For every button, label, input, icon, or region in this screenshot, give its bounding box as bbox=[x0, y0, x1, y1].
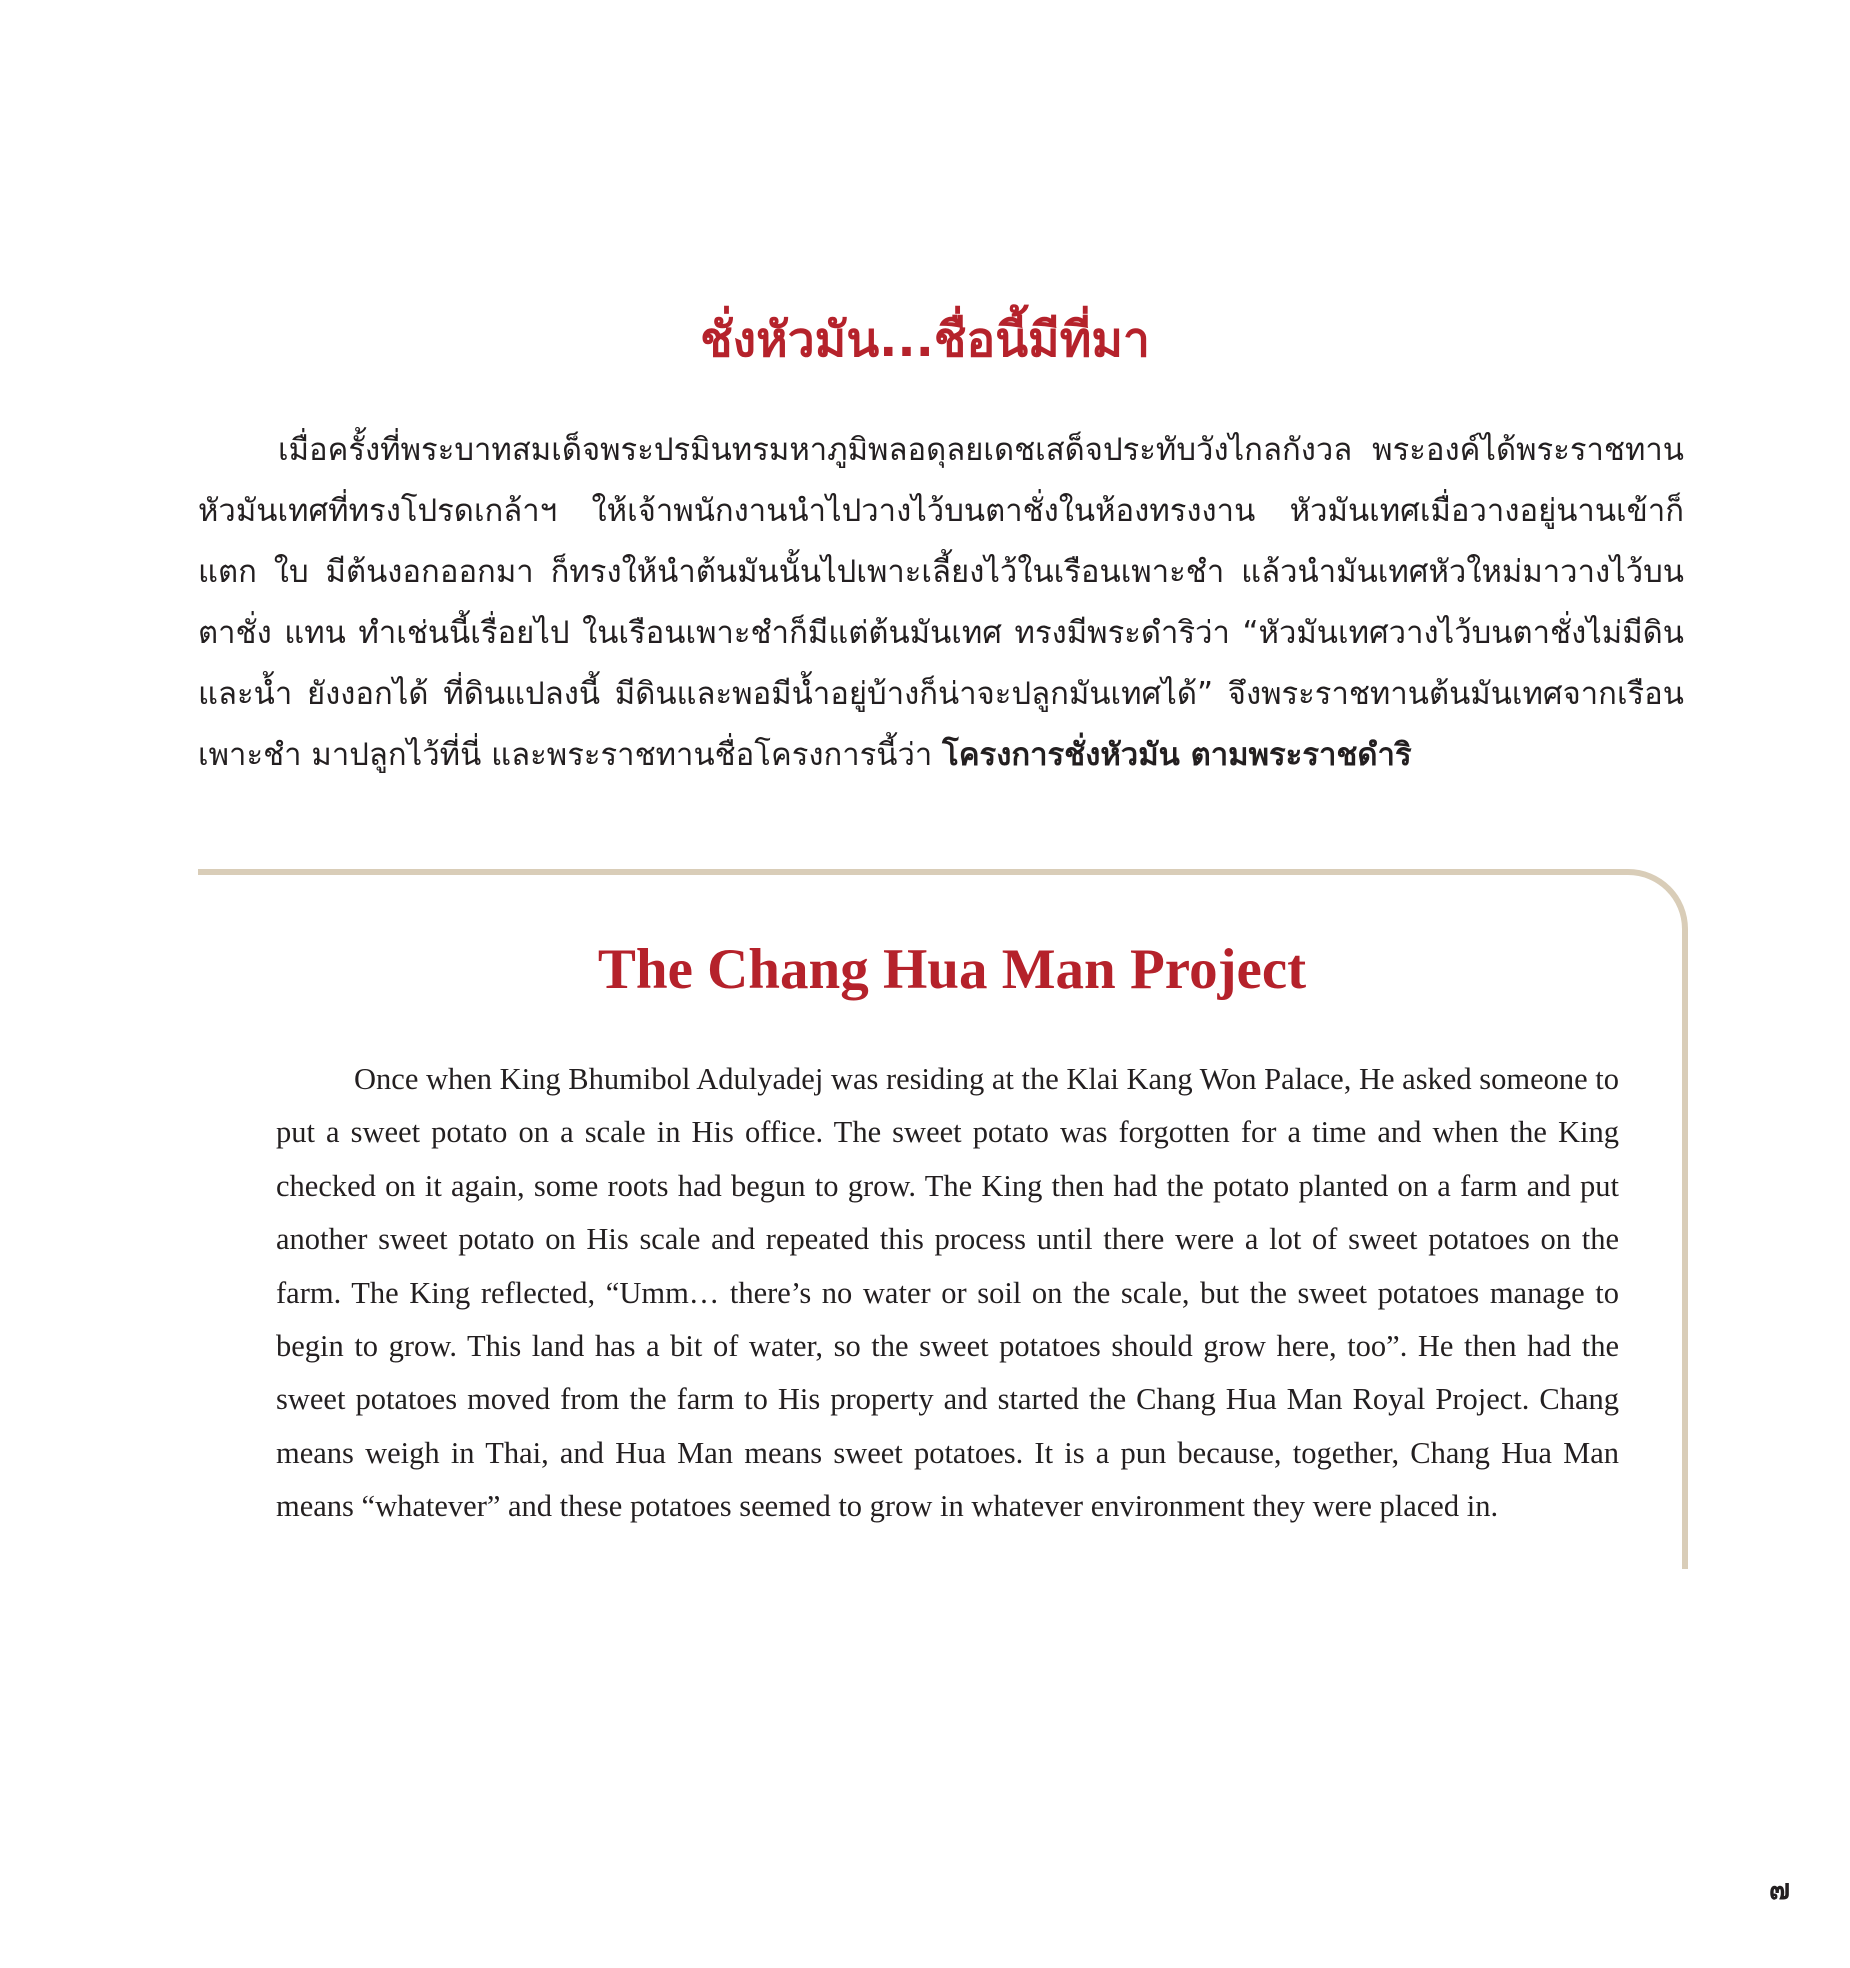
thai-paragraph-text: เมื่อครั้งที่พระบาทสมเด็จพระปรมินทรมหาภูมิพลอดุลยเดชเสด็จประทับวังไกลกังวล พระองค์ได้พระราชทาน หัวมันเทศที่ทรงโปรดเกล้าฯ ให้เจ้าพนักงานนำไปวางไว้บนตาชั่งในห้องทรงงาน หัวมันเทศเมื่อวางอยู่นานเข้าก็แตก ใบ มีต้นงอกออกมา ก็ทรงให้นำต้นมันนั้นไปเพาะเลี้ยงไว้ในเรือนเพาะชำ แล้วนำมันเทศหัวใหม่มาวางไว้บนตาชั่ง แทน ทำเช่นนี้เรื่อยไป ในเรือนเพาะชำก็มีแต่ต้นมันเทศ ทรงมีพระดำริว่า “หัวมันเทศวางไว้บนตาชั่งไม่มีดินและน้ำ ยังงอกได้ ที่ดินแปลงนี้ มีดินและพอมีน้ำอยู่บ้างก็น่าจะปลูกมันเทศได้” จึงพระราชทานต้นมันเทศจากเรือนเพาะชำ มาปลูกไว้ที่นี่ และพระราชทานชื่อโครงการนี้ว่า bbox=[198, 432, 1684, 773]
page-number: ๗ bbox=[1768, 1873, 1790, 1906]
thai-project-name: โครงการชั่งหัวมัน ตามพระราชดำริ bbox=[942, 737, 1412, 773]
english-section-title: The Chang Hua Man Project bbox=[597, 938, 1307, 1001]
english-paragraph-text: Once when King Bhumibol Adulyadej was residing at the Klai Kang Won Palace, He asked someone to put a sweet potato on a scale in His office. The sweet potato was forgotten for a time and when the King checked on it again, some roots had begun to grow. The King then had the potato planted on a farm and put another sweet potato on His scale and repeated this process until there were a lot of sweet potatoes on the farm. The King reflected, “Umm… there’s no water or soil on the scale, but the sweet potatoes manage to begin to grow. This land has a bit of water, so the sweet potatoes should grow here, too”. He then had the sweet potatoes moved from the farm to His property and started the Chang Hua Man Royal Project. Chang means weigh in Thai, and Hua Man means sweet potatoes. It is a pun because, together, Chang Hua Man means “whatever” and these potatoes seemed to grow in whatever environment they were placed in. bbox=[276, 1062, 1619, 1524]
thai-paragraph bbox=[198, 420, 1684, 786]
english-paragraph bbox=[276, 1053, 1619, 1534]
thai-section-title: ชั่งหัวมัน...ชื่อนี้มีที่มา bbox=[700, 312, 1150, 368]
